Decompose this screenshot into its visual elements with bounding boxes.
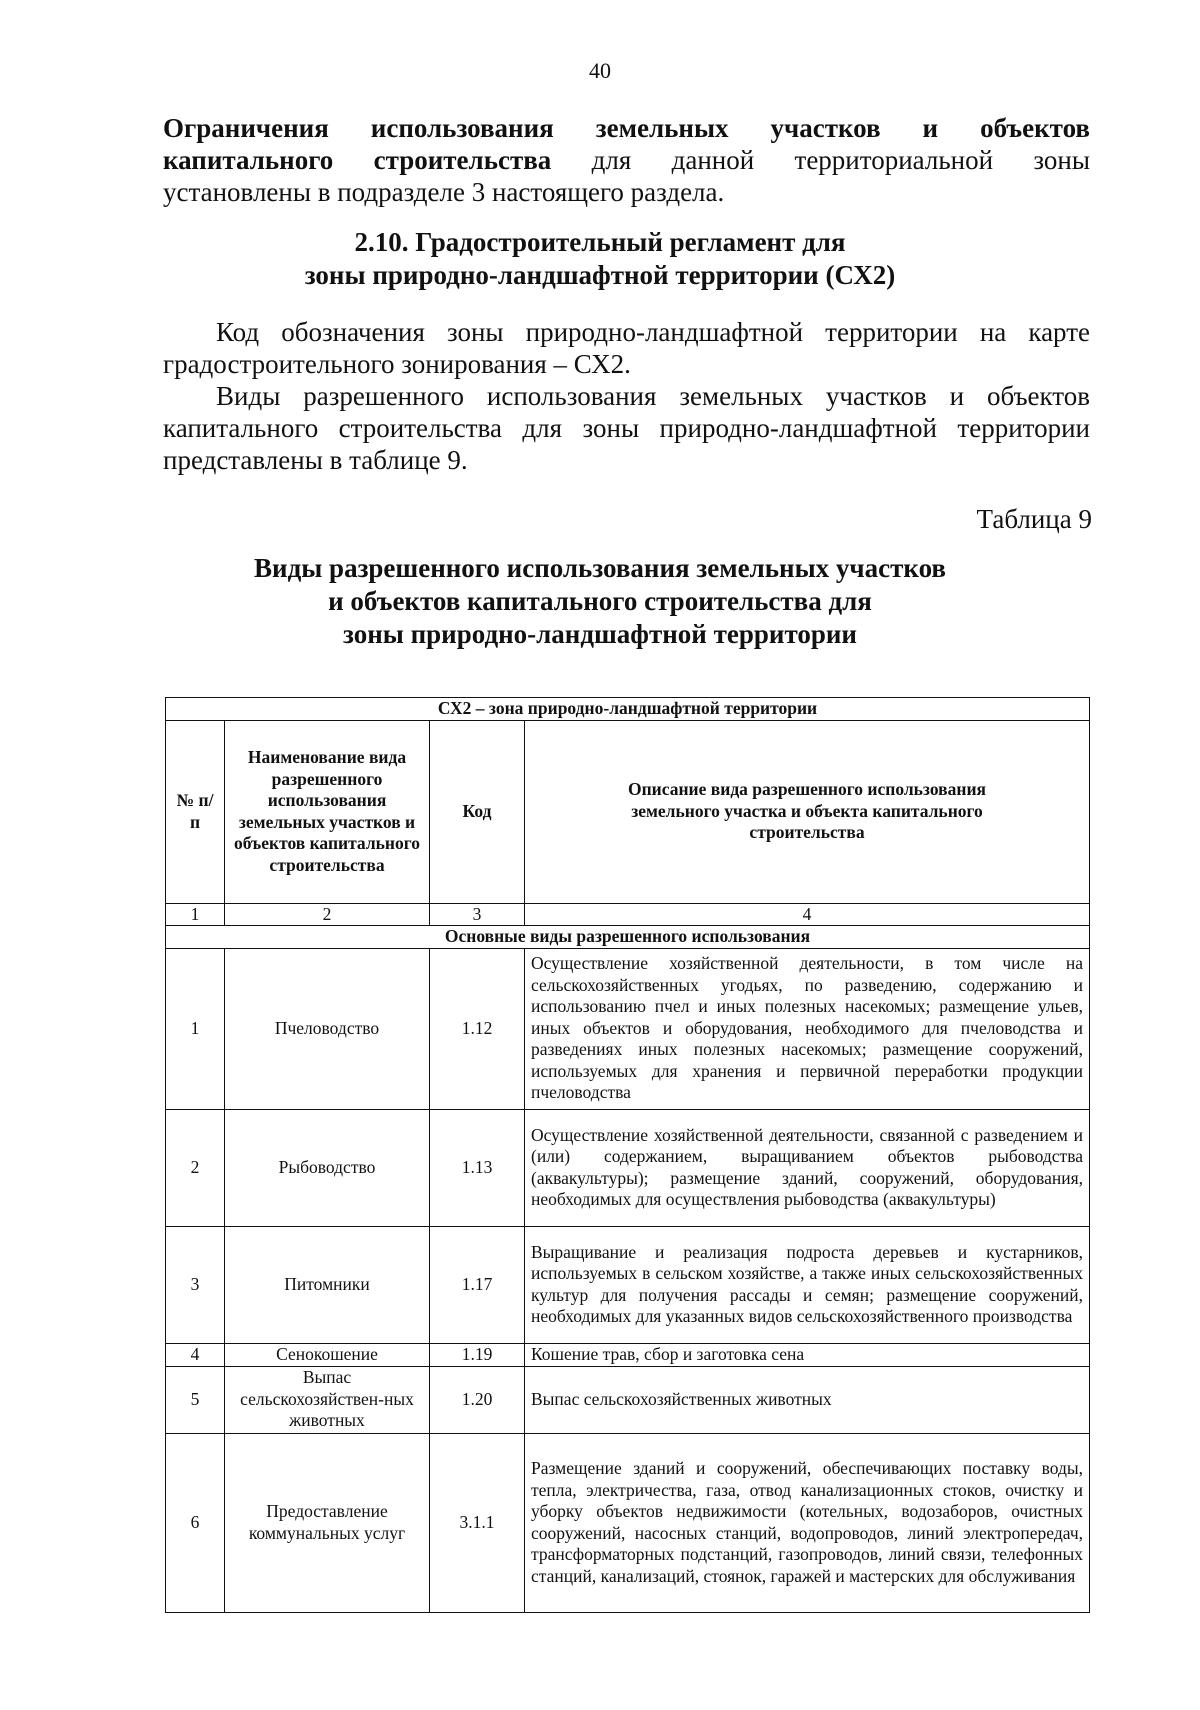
land-use-table [165,697,1090,1613]
row-code: 1.19 [430,1343,525,1366]
row-num: 5 [166,1366,225,1433]
p1-line-1: Код обозначения зоны природно-ландшафтной территории на карте [216,317,1090,347]
table-title-line-1: Виды разрешенного использования земельных участков [254,553,946,583]
col-number: 2 [225,903,430,926]
row-desc: Осуществление хозяйственной деятельности, в том числе на сельскохозяйственных угодьях, по разведению, содержанию и использованию пчел и иных полезных насекомых; размещение ульев, иных объектов и оборудования, необходимого для пчеловодства и разведениях иных полезных насекомых; размещение сооружений, используемых для хранения и первичной переработки продукции пчеловодства [525,948,1090,1109]
body-paragraph-2 [163,380,1090,476]
table-row [166,948,1090,1109]
page-number: 40 [589,58,611,83]
zone-header: СХ2 – зона природно-ландшафтной территории [166,698,1090,721]
table-row [166,1343,1090,1366]
row-num: 1 [166,948,225,1109]
row-desc: Размещение зданий и сооружений, обеспечивающих поставку воды, тепла, электричества, газа, отвод канализационных стоков, очистку и уборку объектов недвижимости (котельных, водозаборов, очистных сооружений, насосных станций, водопроводов, линий электропередач, трансформаторных подстанций, газопроводов, линий связи, телефонных станций, канализаций, стоянок, гаражей и мастерских для обслуживания [525,1433,1090,1612]
intro-bold-fragment: капитального строительства [163,145,552,175]
row-name: Выпас сельскохозяйствен-ных животных [225,1366,430,1433]
row-name: Предоставление коммунальных услуг [225,1433,430,1612]
row-code: 1.20 [430,1366,525,1433]
row-desc: Выращивание и реализация подроста деревьев и кустарников, используемых в сельском хозяйстве, а также иных сельскохозяйственных культур для получения рассады и семян; размещение сооружений, необходимых для указанных видов сельскохозяйственного производства [525,1226,1090,1343]
col-number: 3 [430,903,525,926]
col-number: 1 [166,903,225,926]
table-row [166,1433,1090,1612]
group-header: Основные виды разрешенного использования [166,926,1090,949]
p1-line-2: градостроительного зонирования – СХ2. [163,349,631,379]
intro-line-1: Ограничения использования земельных участков и объектов [163,113,1090,143]
row-num: 3 [166,1226,225,1343]
row-code: 1.17 [430,1226,525,1343]
intro-paragraph [163,112,1090,208]
row-name: Рыбоводство [225,1109,430,1226]
p2-line-1: Виды разрешенного использования земельных участков и объектов [216,381,1090,411]
table-row [166,1226,1090,1343]
table-row [166,1366,1090,1433]
column-header-row [166,720,1090,903]
row-desc: Кошение трав, сбор и заготовка сена [525,1343,1090,1366]
header-code: Код [430,720,525,903]
row-num: 2 [166,1109,225,1226]
body-paragraph-1 [163,316,1090,380]
row-name: Сенокошение [225,1343,430,1366]
intro-line-3: установлены в подразделе 3 настоящего раздела. [163,177,725,207]
section-title-line-1: 2.10. Градостроительный регламент для [354,227,846,257]
p2-line-3: представлены в таблице 9. [163,445,468,475]
p2-line-2: капитального строительства для зоны природно-ландшафтной территории [163,413,1090,443]
header-name: Наименование вида разрешенного использования земельных участков и объектов капитального строительства [225,720,430,903]
table-title-line-2: и объектов капитального строительства для [328,586,872,616]
row-num: 6 [166,1433,225,1612]
row-desc: Осуществление хозяйственной деятельности, связанной с разведением и (или) содержанием, выращиванием объектов рыбоводства (аквакультуры); размещение зданий, сооружений, оборудования, необходимых для осуществления рыбоводства (аквакультуры) [525,1109,1090,1226]
table-caption: Таблица 9 [976,504,1092,534]
table-row [166,1109,1090,1226]
zone-header-row [166,698,1090,721]
row-desc: Выпас сельскохозяйственных животных [525,1366,1090,1433]
row-name: Пчеловодство [225,948,430,1109]
row-code: 1.12 [430,948,525,1109]
section-title-line-2: зоны природно-ландшафтной территории (СХ2) [304,260,896,290]
row-name: Питомники [225,1226,430,1343]
table-title [0,552,1200,651]
intro-normal-fragment: для данной территориальной зоны [591,145,1090,175]
col-number: 4 [525,903,1090,926]
header-desc: Описание вида разрешенного использования земельного участка и объекта капитального строительства [525,720,1090,903]
table-title-line-3: зоны природно-ландшафтной территории [343,619,857,649]
group-header-row [166,926,1090,949]
row-num: 4 [166,1343,225,1366]
row-code: 1.13 [430,1109,525,1226]
section-title [0,226,1200,292]
column-number-row [166,903,1090,926]
header-num: № п/п [166,720,225,903]
intro-line-2 [163,144,1090,176]
row-code: 3.1.1 [430,1433,525,1612]
